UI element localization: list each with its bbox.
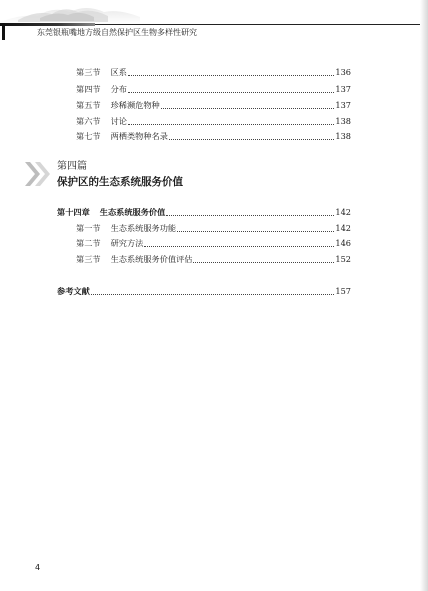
toc-page-number: 137 [335,84,351,94]
toc-section-number: 第一节 [76,223,101,233]
toc-section-number: 第四节 [76,84,101,94]
toc-page-number: 138 [335,116,351,126]
toc-section-title: 分布 [110,84,127,94]
part-label: 第四篇 [57,161,87,172]
part-title: 保护区的生态系统服务价值 [57,176,183,188]
toc-section-title: 区系 [110,67,127,77]
toc-page-number: 157 [335,286,351,296]
toc-page-number: 152 [335,254,351,264]
toc-section-number: 第七节 [76,131,101,141]
toc-page-number: 138 [335,131,351,141]
page-number: 4 [35,563,41,572]
toc-section-number: 第三节 [76,254,101,264]
toc-section-number: 第二节 [76,238,101,248]
toc-section-number: 第六节 [76,116,101,126]
toc-dot-leader [91,286,335,295]
toc-entry[interactable] [76,115,351,127]
toc-chapter-title: 生态系统服务价值 [99,207,166,217]
toc-entry[interactable] [76,99,351,111]
toc-entry[interactable] [76,237,351,249]
toc-section-title: 研究方法 [110,238,144,248]
double-chevron-icon [23,160,53,188]
toc-entry[interactable] [76,83,351,95]
toc-dot-leader [128,84,334,93]
toc-dot-leader [128,67,334,76]
page-edge-shadow [420,0,428,591]
toc-page-number: 142 [335,223,351,233]
toc-entry[interactable] [76,66,351,78]
toc-dot-leader [169,131,334,140]
toc-section-title: 珍稀濒危物种 [110,100,160,110]
toc-references-title: 参考文献 [57,286,90,296]
toc-dot-leader [128,116,334,125]
running-head: 东莞银瓶嘴地方级自然保护区生物多样性研究 [37,28,197,37]
toc-chapter-entry[interactable] [57,206,351,218]
toc-page-number: 146 [335,238,351,248]
toc-section-title: 两栖类物种名录 [110,131,168,141]
toc-chapter-number: 第十四章 [57,207,90,217]
toc-entry[interactable] [76,130,351,142]
toc-dot-leader [166,207,334,216]
toc-dot-leader [193,254,334,263]
toc-dot-leader [161,100,335,109]
toc-dot-leader [144,238,334,247]
toc-page-number: 136 [335,67,351,77]
toc-section-number: 第三节 [76,67,101,77]
toc-page-number: 137 [335,100,351,110]
toc-page-number: 142 [335,207,351,217]
toc-section-number: 第五节 [76,100,101,110]
toc-dot-leader [177,223,334,232]
toc-section-title: 生态系统服务价值评估 [110,254,193,264]
toc-entry[interactable] [76,222,351,234]
toc-references-entry[interactable] [57,285,351,297]
toc-section-title: 讨论 [110,116,127,126]
toc-section-title: 生态系统服务功能 [110,223,177,233]
toc-entry[interactable] [76,253,351,265]
